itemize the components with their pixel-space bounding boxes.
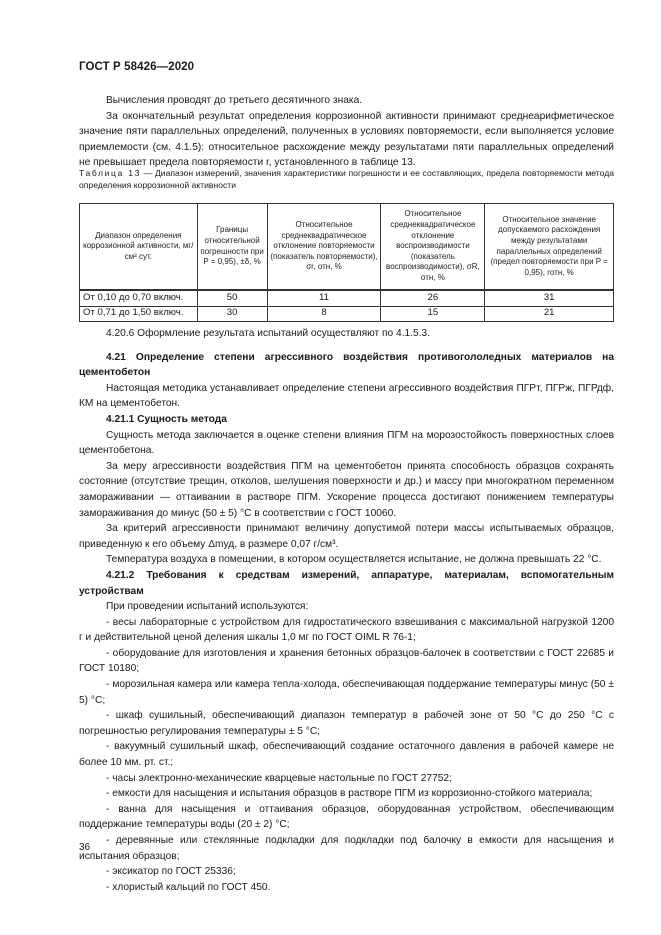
- table-header-cell: Относительное среднеквадратическое отклонение повторяемости (показатель повторяемости), σr, отн, %: [267, 204, 381, 291]
- paragraph: За окончательный результат определения коррозионной активности принимают среднеарифметическое значение пяти параллельных определений, полученных в условиях повторяемости, если выполняется условие приемлемости (см. 4.1.5): относительное расхождение между результатами пяти параллельных определений не превышает предела повторяемости r, установленного в таблице 13.: [79, 110, 614, 169]
- list-item: - эксикатор по ГОСТ 25336;: [106, 866, 236, 878]
- table-header-cell: Границы относительной погрешности при P = 0,95), ±δ, %: [197, 204, 267, 291]
- table-caption: [79, 167, 614, 191]
- table-row: [80, 306, 614, 322]
- table-row: [80, 290, 614, 306]
- list-item: - морозильная камера или камера тепла-холода, обеспечивающая поддержание температуры минус (50 ± 5) °С;: [79, 679, 614, 706]
- page-number: 36: [79, 842, 91, 853]
- table-cell: 15: [381, 306, 485, 322]
- table-cell: 8: [267, 306, 381, 322]
- list-item: - емкости для насыщения и испытания образцов в растворе ПГМ из коррозионно-стойкого материала;: [106, 788, 593, 800]
- table-13: [79, 203, 614, 322]
- table-header-row: [80, 204, 614, 291]
- list-item: - вакуумный сушильный шкаф, обеспечивающий создание остаточного давления в рабочей камере не более 10 мм. рт. ст.;: [79, 741, 614, 769]
- table-header-cell: Относительное среднеквадратическое отклонение воспроизводимости (показатель воспроизводимости), σR, отн, %: [381, 204, 485, 291]
- table-cell: 50: [197, 290, 267, 306]
- list-item: - деревянные или стеклянные подкладки для подкладки под балочку в емкости для насыщения и испытания образцов;: [79, 835, 614, 862]
- intro-block: [79, 93, 614, 171]
- main-text-block: [79, 326, 614, 895]
- list-item: - хлористый кальций по ГОСТ 450.: [106, 881, 271, 893]
- table-cell: 31: [485, 290, 614, 306]
- table-cell: От 0,71 до 1,50 включ.: [80, 306, 198, 322]
- table-header-cell: Относительное значение допускаемого расхождения между результатами параллельных определений (предел повторяемости при P = 0,95), rотн, %: [485, 204, 614, 291]
- list-item: - часы электронно-механические кварцевые настольные по ГОСТ 27752;: [106, 772, 452, 784]
- table-cell: 11: [267, 290, 381, 306]
- paragraph: Настоящая методика устанавливает определение степени агрессивного воздействия ПГРт, ПГРж, ПГРдф, КМ на цементобетон.: [79, 382, 614, 410]
- paragraph: Температура воздуха в помещении, в котором осуществляется испытание, не должна превышать 22 °С.: [106, 554, 602, 566]
- subsection-heading: 4.21.2 Требования к средствам измерений, аппаратуре, материалам, вспомогательным устройствам: [79, 569, 614, 597]
- table-cell: 30: [197, 306, 267, 322]
- table-cell: 21: [485, 306, 614, 322]
- table-caption-text: — Диапазон измерений, значения характеристики погрешности и ее составляющих, предела повторяемости метода определения коррозионной активности: [79, 168, 614, 190]
- section-heading: 4.21 Определение степени агрессивного воздействия противогололедных материалов на цементобетон: [79, 351, 614, 379]
- table-cell: От 0,10 до 0,70 включ.: [80, 290, 198, 306]
- paragraph: Вычисления проводят до третьего десятичного знака.: [106, 95, 363, 106]
- document-header: ГОСТ Р 58426—2020: [79, 61, 195, 73]
- subsection-heading: 4.21.1 Сущность метода: [106, 413, 227, 425]
- table-cell: 26: [381, 290, 485, 306]
- list-item: - весы лабораторные с устройством для гидростатического взвешивания с максимальной нагрузкой 1200 г и действительной ценой деления шкалы 1,0 мг по ГОСТ OIML R 76-1;: [79, 616, 614, 644]
- paragraph: При проведении испытаний используются:: [106, 601, 309, 613]
- table-caption-label: Таблица 13: [79, 168, 141, 178]
- paragraph: За меру агрессивности воздействия ПГМ на цементобетон принята способность образцов сохранять состояние (отсутствие трещин, отколов, шелушения поверхности и др.) и массу при многократном переменном замораживании — оттаивании в растворе ПГМ. Ускорение процесса достигают понижением температуры замораживания до минус (50 ± 5) °С в соответствии с ГОСТ 10060.: [79, 460, 614, 519]
- list-item: - оборудование для изготовления и хранения бетонных образцов-балочек в соответствии с ГОСТ 22685 и ГОСТ 10180;: [79, 647, 614, 675]
- paragraph: За критерий агрессивности принимают величину допустимой потери массы испытываемых образцов, приведенную к его объему Δmуд, в размере 0,07 г/см³.: [79, 523, 614, 550]
- table-header-cell: Диапазон определения коррозионной активности, мг/см² сут.: [80, 204, 198, 291]
- paragraph: 4.20.6 Оформление результата испытаний осуществляют по 4.1.5.3.: [106, 328, 431, 339]
- paragraph: Сущность метода заключается в оценке степени влияния ПГМ на морозостойкость поверхностных слоев цементобетона.: [79, 429, 614, 457]
- list-item: - ванна для насыщения и оттаивания образцов, оборудованная устройством, обеспечивающим поддержание температуры воды (20 ± 2) °С;: [79, 803, 614, 831]
- list-item: - шкаф сушильный, обеспечивающий диапазон температур в рабочей зоне от 50 °С до 250 °С с погрешностью регулирования температуры ± 5 °С;: [79, 710, 614, 737]
